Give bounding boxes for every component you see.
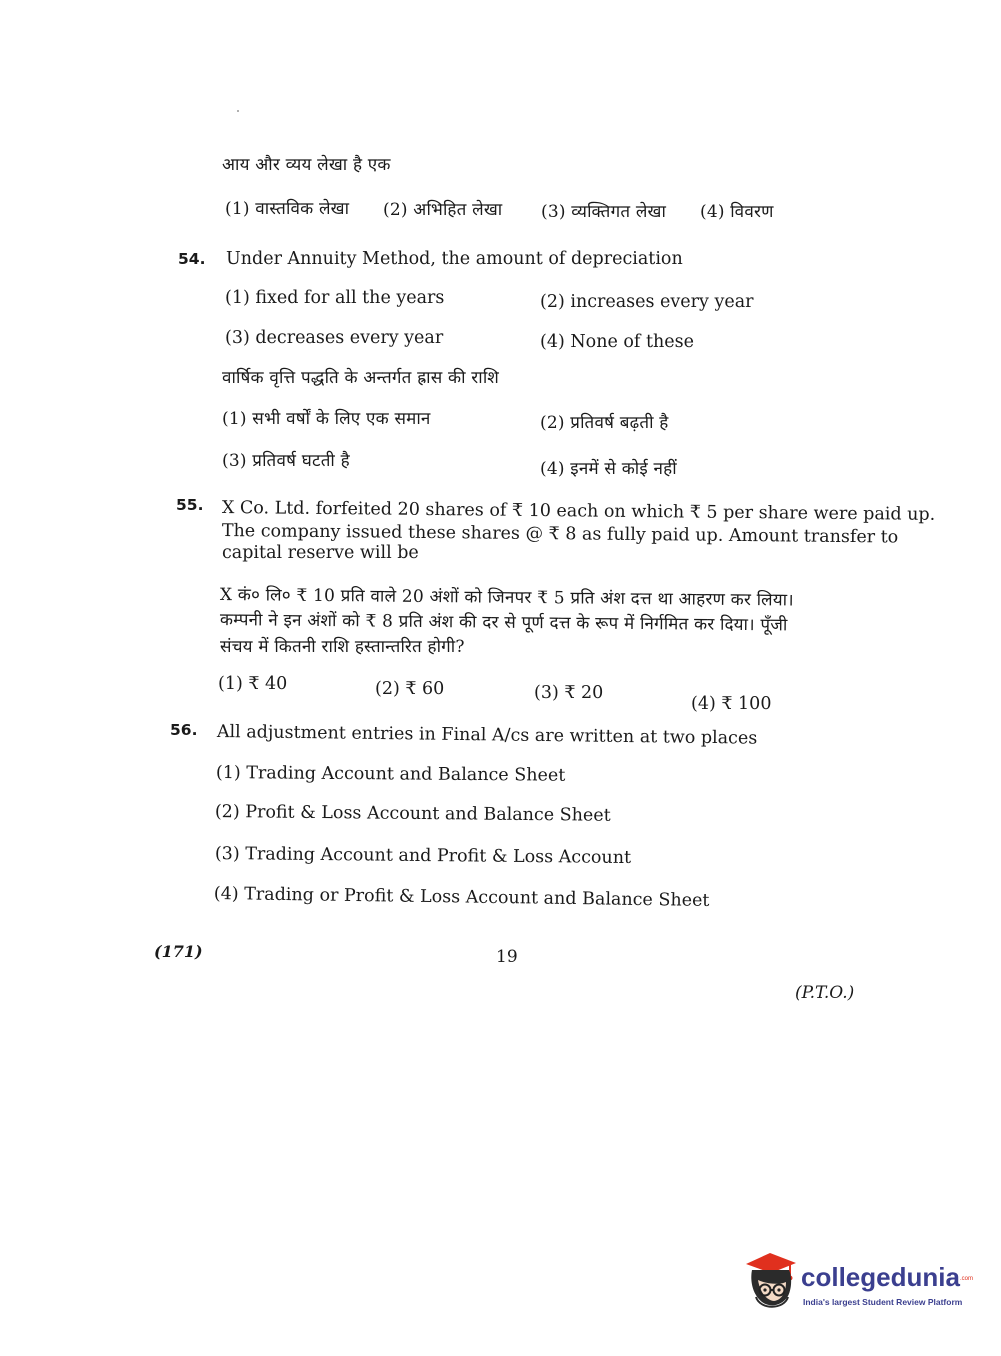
watermark-tagline: India's largest Student Review Platform [803, 1297, 963, 1307]
pto-label: (P.T.O.) [795, 983, 855, 1003]
q55-hindi-line-3: संचय में कितनी राशि हस्तान्तरित होगी? [220, 637, 465, 657]
q53-option-2: (2) अभिहित लेखा [383, 200, 503, 220]
q56-number: 56. [170, 721, 198, 739]
watermark-domain: .com [960, 1276, 974, 1282]
q55-hindi-line-1: X कं० लि० ₹ 10 प्रति वाले 20 अंशों को जिनपर ₹ 5 प्रति अंश दत्त था आहरण कर लिया। [219, 584, 794, 611]
q54-hindi-option-2: (2) प्रतिवर्ष बढ़ती है [540, 413, 669, 433]
q56-option-2: (2) Profit & Loss Account and Balance Sheet [214, 802, 611, 826]
q54-option-1: (1) fixed for all the years [225, 288, 445, 308]
paper-code: (171) [154, 942, 203, 961]
q54-hindi-option-3: (3) प्रतिवर्ष घटती है [222, 451, 350, 471]
q56-option-1: (1) Trading Account and Balance Sheet [215, 763, 566, 786]
q55-stem-line-2: The company issued these shares @ ₹ 8 as fully paid up. Amount transfer to [221, 521, 899, 548]
q53-hindi-stem: आय और व्यय लेखा है एक [222, 155, 391, 175]
q54-hindi-stem: वार्षिक वृत्ति पद्धति के अन्तर्गत ह्रास की राशि [222, 368, 500, 388]
graduate-cap-mascot-icon [740, 1250, 802, 1312]
q54-hindi-option-1: (1) सभी वर्षों के लिए एक समान [222, 409, 431, 429]
q56-option-3: (3) Trading Account and Profit & Loss Account [214, 844, 632, 868]
q55-option-2: (2) ₹ 60 [375, 679, 445, 699]
q54-stem: Under Annuity Method, the amount of depreciation [226, 249, 683, 269]
q53-option-3: (3) व्यक्तिगत लेखा [541, 202, 667, 222]
q55-number: 55. [176, 496, 204, 514]
q55-hindi-line-2: कम्पनी ने इन अंशों को ₹ 8 प्रति अंश की दर से पूर्ण दत्त के रूप में निर्गमित कर दिया। पूँजी [219, 609, 788, 636]
q55-option-4: (4) ₹ 100 [691, 694, 772, 714]
q54-hindi-option-4: (4) इनमें से कोई नहीं [540, 459, 677, 479]
q55-option-1: (1) ₹ 40 [218, 674, 288, 694]
q56-option-4: (4) Trading or Profit & Loss Account and Balance Sheet [213, 884, 710, 911]
q55-stem-line-1: X Co. Ltd. forfeited 20 shares of ₹ 10 each on which ₹ 5 per share were paid up. [221, 498, 936, 525]
q55-option-3: (3) ₹ 20 [534, 683, 604, 703]
q53-option-4: (4) विवरण [700, 202, 774, 222]
q54-number: 54. [178, 250, 206, 268]
page-number: 19 [496, 947, 518, 967]
watermark-brand: collegedunia [801, 1262, 960, 1292]
q55-stem-line-3: capital reserve will be [222, 543, 419, 563]
q54-option-3: (3) decreases every year [225, 328, 444, 348]
q53-option-1: (1) वास्तविक लेखा [225, 199, 350, 219]
q54-option-4: (4) None of these [540, 332, 694, 352]
q54-option-2: (2) increases every year [540, 292, 754, 312]
q56-stem: All adjustment entries in Final A/cs are written at two places [216, 722, 758, 749]
scan-speck [237, 110, 239, 112]
